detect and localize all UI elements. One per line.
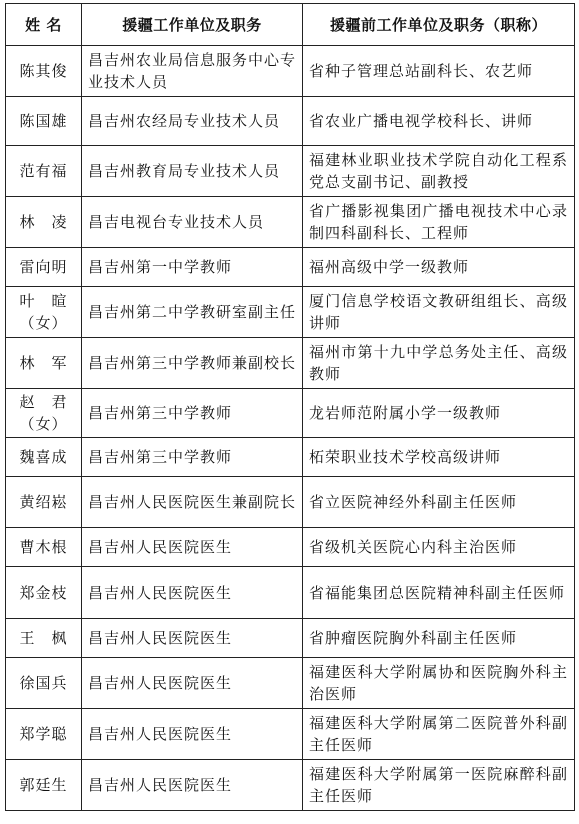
aid-unit-cell: 昌吉电视台专业技术人员 [82,197,303,248]
previous-unit-cell: 厦门信息学校语文教研组组长、高级讲师 [303,287,575,338]
person-name-cell [6,658,82,709]
aid-unit-cell: 昌吉州人民医院医生 [82,528,303,567]
person-name: 郭廷生 [19,776,68,794]
person-name: 郑学聪 [19,725,68,743]
previous-unit-cell: 省立医院神经外科副主任医师 [303,477,575,528]
aid-unit-cell: 昌吉州农业局信息服务中心专业技术人员 [82,46,303,97]
previous-unit-cell: 福建医科大学附属协和医院胸外科主治医师 [303,658,575,709]
table-row [6,97,575,146]
aid-unit-cell: 昌吉州人民医院医生 [82,709,303,760]
table-row [6,389,575,438]
person-name-cell [6,287,82,338]
table-row [6,760,575,811]
aid-unit-cell: 昌吉州第一中学教师 [82,248,303,287]
aid-unit-cell: 昌吉州人民医院医生 [82,658,303,709]
table-row [6,528,575,567]
table-row [6,619,575,658]
personnel-table [5,3,575,811]
aid-unit-cell: 昌吉州人民医院医生 [82,760,303,811]
person-name: 徐国兵 [19,674,68,692]
table-row [6,197,575,248]
aid-unit-cell: 昌吉州第三中学教师 [82,389,303,438]
aid-unit-cell: 昌吉州第三中学教师 [82,438,303,477]
person-name-cell [6,528,82,567]
person-name-cell [6,46,82,97]
person-name: 赵 君 [19,393,68,411]
previous-unit-cell: 福建医科大学附属第一医院麻醉科副主任医师 [303,760,575,811]
person-name-cell [6,438,82,477]
previous-unit-cell: 福州高级中学一级教师 [303,248,575,287]
table-row [6,567,575,619]
person-name-cell [6,389,82,438]
aid-unit-cell: 昌吉州人民医院医生 [82,619,303,658]
previous-unit-cell: 龙岩师范附属小学一级教师 [303,389,575,438]
person-gender: （女） [19,415,68,433]
person-name: 王 枫 [19,629,68,647]
person-name: 雷向明 [19,258,68,276]
person-name-cell [6,477,82,528]
table-row [6,709,575,760]
table-row [6,658,575,709]
person-name: 林 军 [19,354,68,372]
aid-unit-cell: 昌吉州第二中学教研室副主任 [82,287,303,338]
person-name: 陈国雄 [19,112,68,130]
person-name-cell [6,146,82,197]
person-name-cell [6,567,82,619]
person-name-cell [6,338,82,389]
previous-unit-cell: 省福能集团总医院精神科副主任医师 [303,567,575,619]
person-name-cell [6,760,82,811]
table-row [6,477,575,528]
table-row [6,146,575,197]
person-name: 黄绍崧 [19,493,68,511]
table-row [6,438,575,477]
person-name-cell [6,709,82,760]
aid-unit-cell: 昌吉州人民医院医生兼副院长 [82,477,303,528]
table-row [6,338,575,389]
previous-unit-cell: 省广播影视集团广播电视技术中心录制四科副科长、工程师 [303,197,575,248]
previous-unit-cell: 福建林业职业技术学院自动化工程系党总支副书记、副教授 [303,146,575,197]
person-name: 叶 暄 [19,292,68,310]
person-gender: （女） [19,314,68,332]
table-header [6,4,575,46]
header-row [6,4,575,46]
header-aid-unit: 援疆工作单位及职务 [82,4,303,46]
person-name-cell [6,619,82,658]
person-name-cell [6,97,82,146]
person-name: 魏喜成 [19,448,68,466]
aid-unit-cell: 昌吉州第三中学教师兼副校长 [82,338,303,389]
header-name: 姓 名 [6,4,82,46]
person-name: 林 凌 [19,213,68,231]
aid-unit-cell: 昌吉州农经局专业技术人员 [82,97,303,146]
person-name-cell [6,197,82,248]
person-name: 范有福 [19,162,68,180]
previous-unit-cell: 福建医科大学附属第二医院普外科副主任医师 [303,709,575,760]
person-name: 曹木根 [19,538,68,556]
table-row [6,248,575,287]
previous-unit-cell: 省农业广播电视学校科长、讲师 [303,97,575,146]
table-row [6,46,575,97]
person-name: 郑金枝 [19,583,68,602]
table-body [6,46,575,811]
header-previous-unit: 援疆前工作单位及职务（职称） [303,4,575,46]
previous-unit-cell: 福州市第十九中学总务处主任、高级教师 [303,338,575,389]
table-row [6,287,575,338]
previous-unit-cell: 柘荣职业技术学校高级讲师 [303,438,575,477]
previous-unit-cell: 省肿瘤医院胸外科副主任医师 [303,619,575,658]
previous-unit-cell: 省种子管理总站副科长、农艺师 [303,46,575,97]
aid-unit-cell: 昌吉州人民医院医生 [82,567,303,619]
aid-unit-cell: 昌吉州教育局专业技术人员 [82,146,303,197]
previous-unit-cell: 省级机关医院心内科主治医师 [303,528,575,567]
person-name: 陈其俊 [19,62,68,80]
person-name-cell [6,248,82,287]
